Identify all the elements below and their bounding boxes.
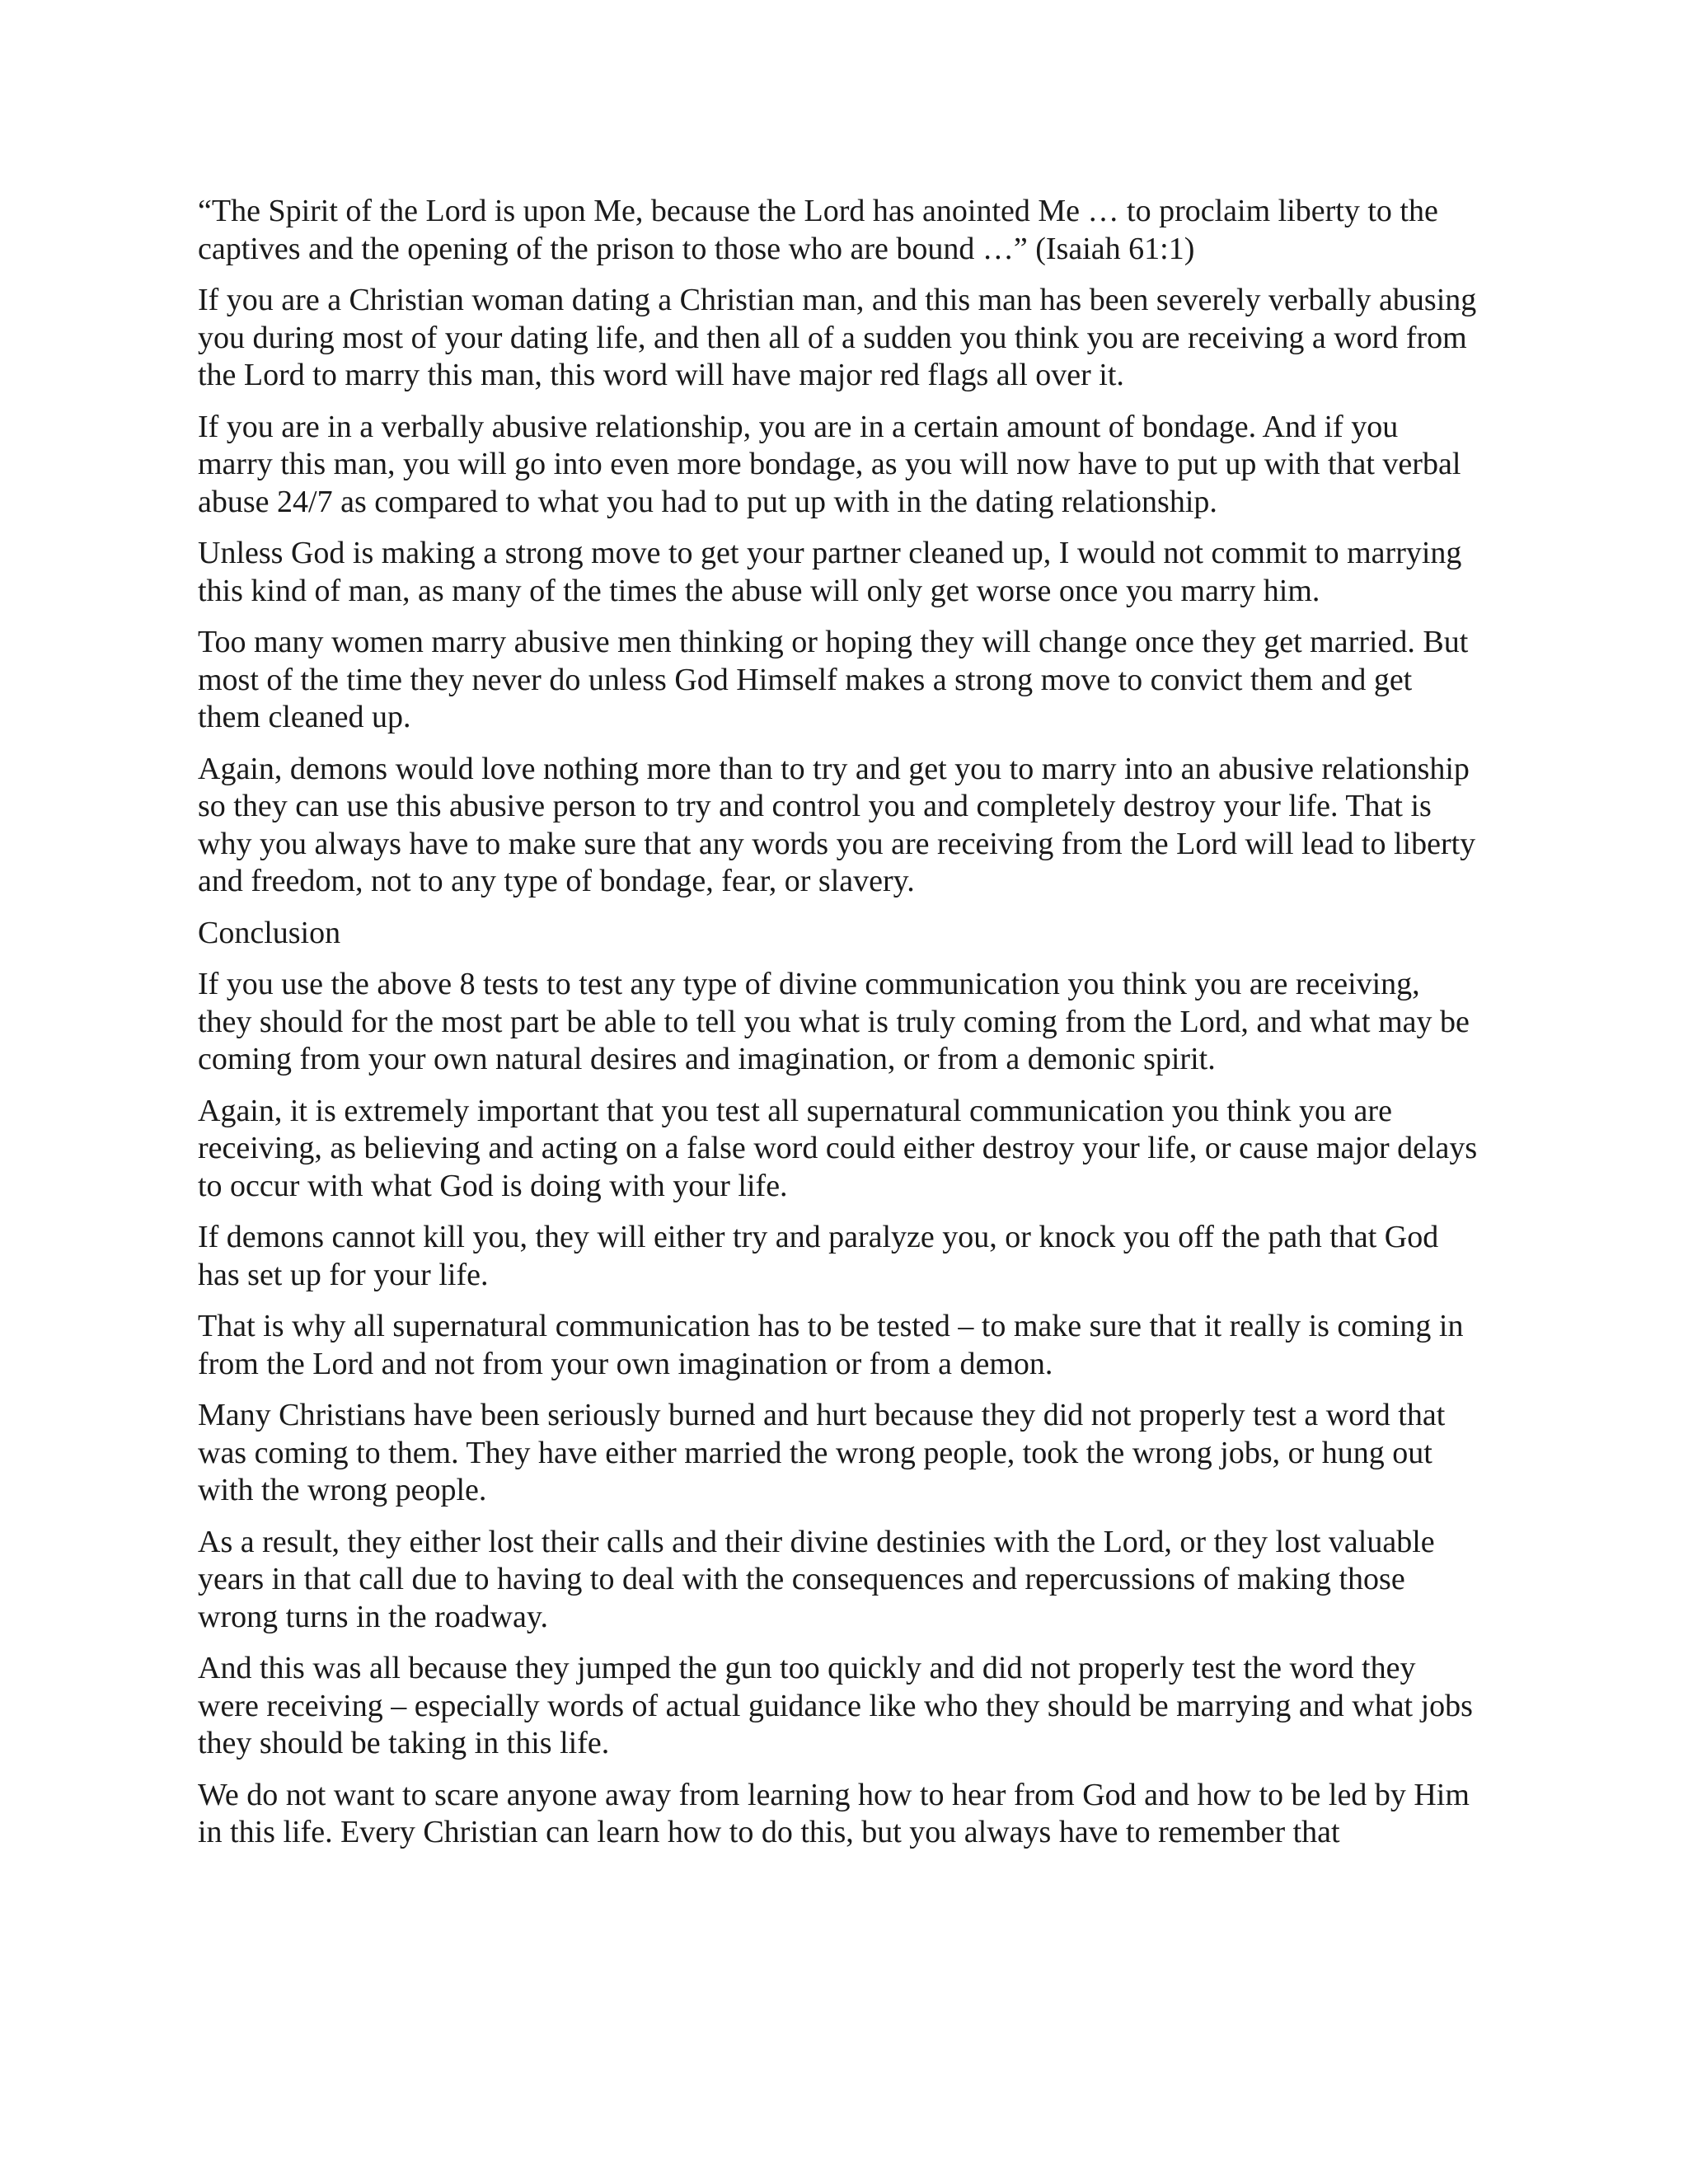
paragraph: Again, it is extremely important that you test all supernatural communication you think you are receiving, as believing and acting on a false word could either destroy your life, or cause major delays to occur with what God is doing with your life. bbox=[198, 1093, 1478, 1203]
paragraph: As a result, they either lost their calls and their divine destinies with the Lord, or they lost valuable years in that call due to having to deal with the consequences and repercussions of making those wrong turns in the roadway. bbox=[198, 1524, 1435, 1634]
paragraph: Unless God is making a strong move to get your partner cleaned up, I would not commit to marrying this kind of man, as many of the times the abuse will only get worse once you marry him. bbox=[198, 536, 1462, 608]
paragraph: Too many women marry abusive men thinking or hoping they will change once they get married. But most of the time they never do unless God Himself makes a strong move to convict them and get them cleaned up. bbox=[198, 625, 1469, 734]
section-heading-conclusion: Conclusion bbox=[198, 915, 341, 950]
paragraph: We do not want to scare anyone away from learning how to hear from God and how to be led by Him in this life. Every Christian can learn how to do this, but you always have to remember that bbox=[198, 1777, 1470, 1849]
paragraph-isaiah-quote: “The Spirit of the Lord is upon Me, because the Lord has anointed Me … to proclaim liberty to the captives and the opening of the prison to those who are bound …” (Isaiah 61:1) bbox=[198, 194, 1438, 266]
paragraph: If demons cannot kill you, they will either try and paralyze you, or knock you off the path that God has set up for your life. bbox=[198, 1220, 1439, 1292]
paragraph: If you use the above 8 tests to test any type of divine communication you think you are receiving, they should for the most part be able to tell you what is truly coming from the Lord, and what may be coming from your own natural desires and imagination, or from a demonic spirit. bbox=[198, 967, 1470, 1076]
paragraph: That is why all supernatural communication has to be tested – to make sure that it really is coming in from the Lord and not from your own imagination or from a demon. bbox=[198, 1309, 1464, 1381]
paragraph: If you are a Christian woman dating a Christian man, and this man has been severely verbally abusing you during most of your dating life, and then all of a sudden you think you are receiving a word from the Lord to marry this man, this word will have major red flags all over it. bbox=[198, 283, 1477, 392]
paragraph: And this was all because they jumped the gun too quickly and did not properly test the word they were receiving – especially words of actual guidance like who they should be marrying and what jobs they should be taking in this life. bbox=[198, 1651, 1473, 1760]
paragraph: Many Christians have been seriously burned and hurt because they did not properly test a word that was coming to them. They have either married the wrong people, took the wrong jobs, or hung out with the wrong people. bbox=[198, 1398, 1446, 1507]
document-body bbox=[198, 193, 1479, 1866]
paragraph: Again, demons would love nothing more than to try and get you to marry into an abusive relationship so they can use this abusive person to try and control you and completely destroy your life. That is why you always have to make sure that any words you are receiving from the Lord will lead to liberty and freedom, not to any type of bondage, fear, or slavery. bbox=[198, 751, 1476, 898]
paragraph: If you are in a verbally abusive relationship, you are in a certain amount of bondage. And if you marry this man, you will go into even more bondage, as you will now have to put up with that verbal abuse 24/7 as compared to what you had to put up with in the dating relationship. bbox=[198, 409, 1461, 519]
